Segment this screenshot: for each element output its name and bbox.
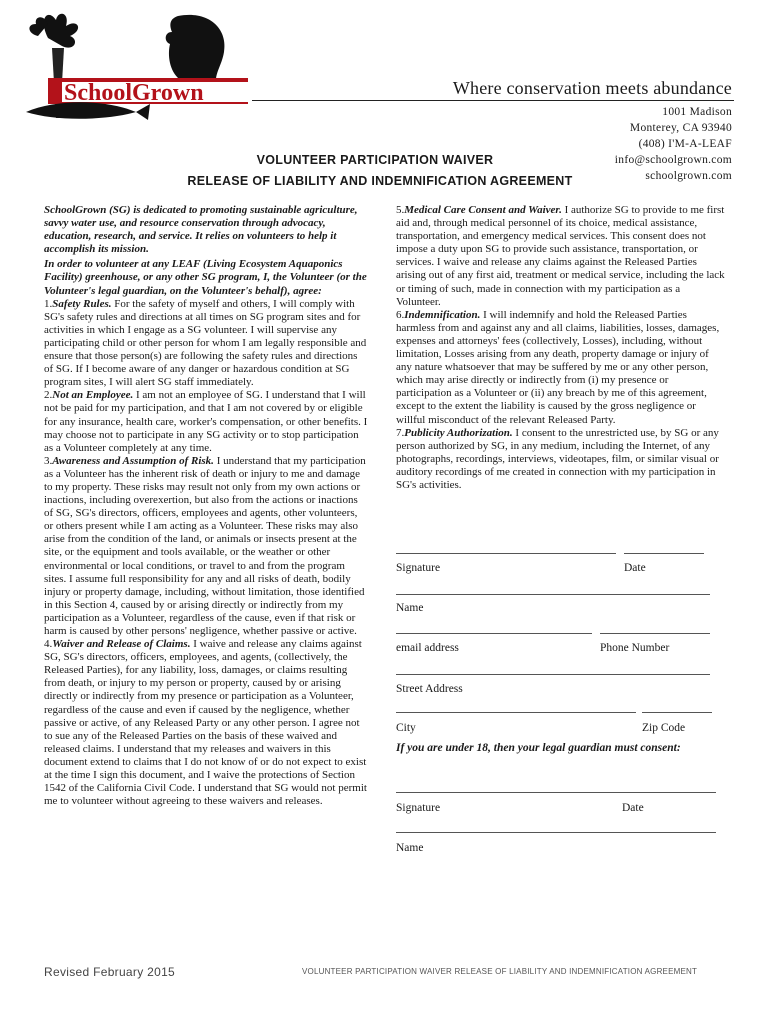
intro-paragraph: SchoolGrown (SG) is dedicated to promoting sustainable agriculture, savvy water use, and resource conservation through advocacy, education, research, and service. It relies on volunteers to help it accomplish its mission. (44, 204, 358, 256)
email-label: email address (396, 642, 459, 654)
section-4: 4.Waiver and Release of Claims. I waive and release any claims against SG, SG's directors, officers, employees, and agents, (collectively, the Released Parties), for any liability, loss, damages, or claims resulting from death, or injury to my person or property, caused by or arising directly or indirectly from my presence or participation as a Volunteer, regardless of the cause and even if caused by the negligence, whether passive or active, of any Released Party or any other person. I agree not to sue any of the Released Parties on the basis of these waived and released claims. I understand that my releases and waivers in this document extend to claims that I do not know of or do not expect to exist at the time I sign this document, and I waive the protections of Section 1542 of the California Civil Code. I understand that SG would not permit me to volunteer without agreeing to these waivers and releases. (44, 638, 367, 808)
logo-text: SchoolGrown (64, 80, 204, 106)
date-line[interactable] (624, 553, 704, 555)
address-email: info@schoolgrown.com (614, 154, 732, 166)
section-7: 7.Publicity Authorization. I consent to the unrestricted use, by SG or any person authorized by SG, in any medium, including the Internet, of any photographs, recordings, interviews, videotapes, film, or similar visual or auditory recordings of me created in connection with my participation in SG's activities. (396, 426, 719, 491)
carrot-leaves-icon (29, 14, 78, 48)
intro-agree: In order to volunteer at any LEAF (Living Ecosystem Aquaponics Facility) greenhouse, or any other SG program, I, the Volunteer (or the Volunteer's legal guardian, on the Volunteer's behalf), agree: (44, 258, 367, 297)
section-2: 2.Not an Employee. I am not an employee of SG. I understand that I will not be paid for my participation, and that I am not covered by or eligible for any insurance, health care, worker's compensation, or other benefits. I may choose not to participate in any SG activity or to stop participation as a Volunteer completely at any time. (44, 389, 368, 454)
footer-title: VOLUNTEER PARTICIPATION WAIVER RELEASE OF LIABILITY AND INDEMNIFICATION AGREEMENT (302, 967, 698, 976)
city-line[interactable] (396, 712, 636, 714)
schoolgrown-logo (18, 8, 278, 128)
document-subtitle: RELEASE OF LIABILITY AND INDEMNIFICATION AGREEMENT (187, 174, 573, 188)
document-title: VOLUNTEER PARTICIPATION WAIVER (256, 153, 494, 167)
zip-label: Zip Code (642, 722, 686, 734)
left-column (44, 204, 368, 808)
guardian-name-line[interactable] (396, 832, 716, 834)
revision-date: Revised February 2015 (44, 965, 176, 979)
guardian-date-label: Date (622, 802, 644, 814)
header-rule (252, 100, 734, 101)
address-city: Monterey, CA 93940 (629, 122, 732, 134)
section-5: 5.Medical Care Consent and Waiver. I authorize SG to provide to me first aid and, through medical personnel of its choice, medical assistance, transportation, and emergency medical services. This consent does not impose a duty upon SG to provide such assistance, transportation, or services. I waive and release any claims against the Released Parties arising out of any first aid, treatment or medical service, including the lack or timing of such, made in connection with my participation as a Volunteer. (396, 204, 725, 308)
right-column (396, 204, 726, 492)
street-label: Street Address (396, 683, 463, 695)
section-6: 6.Indemnification. I will indemnify and hold the Released Parties harmless from and against any and all claims, liabilities, losses, damages, expenses and attorneys' fees (collectively, Losses), including, without limitation, Losses arising from any death, property damage or injury of any nature whatsoever that may be suffered by me or any other person, which may arise directly or indirectly from (i) my presence or participation as a Volunteer or (ii) any breach by me of this agreement, except to the extent the liability is caused by the gross negligence or willful misconduct of the relevant Released Party. (396, 308, 720, 426)
signature-label: Signature (396, 562, 441, 574)
address-block (615, 104, 732, 184)
guardian-signature-line[interactable] (396, 792, 716, 794)
tagline: Where conservation meets abundance (452, 78, 732, 98)
address-line: 1001 Madison (662, 106, 732, 118)
signature-line[interactable] (396, 553, 616, 555)
email-line[interactable] (396, 633, 592, 635)
address-phone: (408) I'M-A-LEAF (638, 138, 732, 150)
phone-line[interactable] (600, 633, 710, 635)
zip-line[interactable] (642, 712, 712, 714)
street-line[interactable] (396, 674, 710, 676)
name-line[interactable] (396, 594, 710, 596)
section-1: 1.Safety Rules. For the safety of myself and others, I will comply with SG's safety rules and directions at all times on SG program sites and for activities in which I engage as a SG volunteer. I will supervise any participating child or other person for whom I am legally responsible and ensure that those person(s) are following the safety rules and directions of SG. If I become aware of any danger or hazardous condition at SG program sites, I will alert SG staff immediately. (44, 297, 367, 389)
address-web: schoolgrown.com (645, 170, 732, 182)
guardian-name-label: Name (396, 842, 424, 854)
section-3: 3.Awareness and Assumption of Risk. I understand that my participation as a Volunteer has the inherent risk of death or injury to me and damage to my property. These risks may result not only from my own actions or inactions, including overexertion, but also from the actions or inactions of SG, SG's directors, officers, employees and agents, other volunteers, or others present while I am acting as a Volunteer. These risks may also arise from the condition of the land, or animals or insects present at the site, or the equipment and tools available, or the weather or other environmental or local conditions, or travel to and from the program sites. I assume full responsibility for any and all risks of death, bodily injury or property damage, including, without limitation, those identified in this Section 4, caused by or arising directly or indirectly from my participation as a Volunteer, regardless of the cause, even if that risk or harm is caused by other persons' negligence, whether passive or active. (44, 454, 366, 637)
guardian-note: If you are under 18, then your legal guardian must consent: (396, 742, 681, 754)
name-label: Name (396, 602, 424, 614)
guardian-signature-label: Signature (396, 802, 441, 814)
city-label: City (396, 722, 416, 734)
phone-label: Phone Number (600, 642, 670, 654)
date-label: Date (624, 562, 646, 574)
